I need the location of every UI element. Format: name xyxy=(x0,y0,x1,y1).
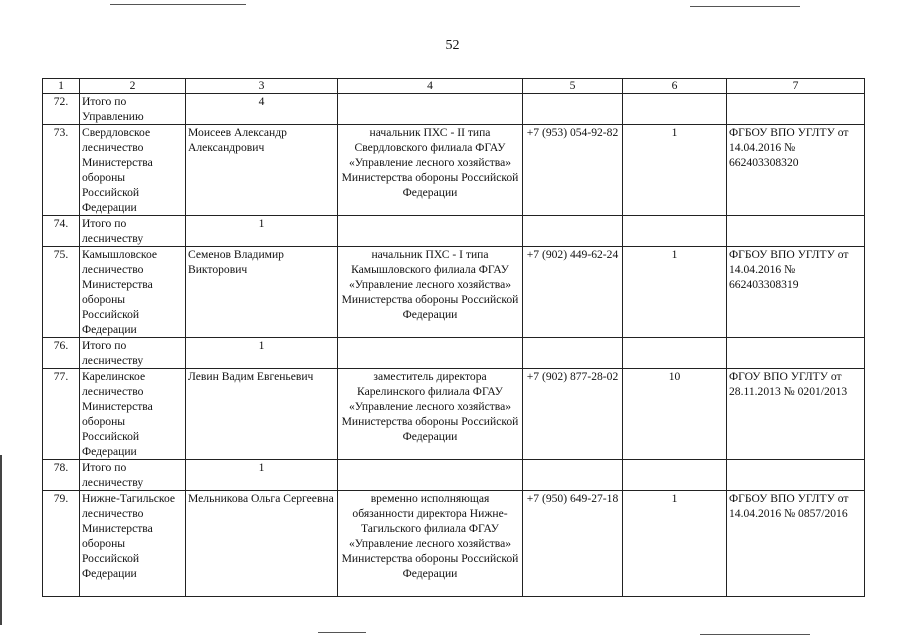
count-cell: 1 xyxy=(623,491,727,597)
table-row xyxy=(43,491,865,597)
education-cell xyxy=(727,94,865,125)
forestry-cell: Карелинское лесничество Министерства обороны Российской Федерации xyxy=(80,369,186,460)
position-cell: заместитель директора Карелинского филиала ФГАУ «Управление лесного хозяйства» Министерства обороны Российской Федерации xyxy=(338,369,523,460)
forestry-cell: Итого по лесничеству xyxy=(80,460,186,491)
scan-line-top-left xyxy=(110,4,246,5)
phone-cell xyxy=(523,460,623,491)
phone-cell: +7 (953) 054-92-82 xyxy=(523,125,623,216)
count-cell: 1 xyxy=(623,125,727,216)
education-cell xyxy=(727,460,865,491)
scan-line-bottom-left xyxy=(318,632,366,633)
row-number: 72. xyxy=(43,94,80,125)
phone-cell: +7 (950) 649-27-18 xyxy=(523,491,623,597)
column-header: 1 xyxy=(43,79,80,94)
column-header: 4 xyxy=(338,79,523,94)
phone-cell: +7 (902) 449-62-24 xyxy=(523,247,623,338)
forestry-cell: Итого по Управлению xyxy=(80,94,186,125)
position-cell: начальник ПХС - II типа Свердловского филиала ФГАУ «Управление лесного хозяйства» Министерства обороны Российской Федерации xyxy=(338,125,523,216)
education-cell: ФГБОУ ВПО УГЛТУ от 14.04.2016 № 662403308320 xyxy=(727,125,865,216)
table-row-total xyxy=(43,216,865,247)
count-cell xyxy=(623,460,727,491)
education-cell xyxy=(727,216,865,247)
column-header: 5 xyxy=(523,79,623,94)
person-cell: 4 xyxy=(186,94,338,125)
person-cell: Мельникова Ольга Сергеевна xyxy=(186,491,338,597)
person-cell: 1 xyxy=(186,460,338,491)
table-row-total xyxy=(43,460,865,491)
forestry-cell: Нижне-Тагильское лесничество Министерства обороны Российской Федерации xyxy=(80,491,186,597)
forestry-cell: Свердловское лесничество Министерства обороны Российской Федерации xyxy=(80,125,186,216)
phone-cell: +7 (902) 877-28-02 xyxy=(523,369,623,460)
row-number: 73. xyxy=(43,125,80,216)
position-cell xyxy=(338,216,523,247)
table-row xyxy=(43,125,865,216)
education-cell: ФГБОУ ВПО УГЛТУ от 14.04.2016 № 0857/2016 xyxy=(727,491,865,597)
education-cell xyxy=(727,338,865,369)
phone-cell xyxy=(523,338,623,369)
column-header: 7 xyxy=(727,79,865,94)
scan-line-bottom-right xyxy=(700,634,810,635)
column-header: 3 xyxy=(186,79,338,94)
page-number: 52 xyxy=(445,38,460,53)
education-cell: ФГБОУ ВПО УГЛТУ от 14.04.2016 № 662403308319 xyxy=(727,247,865,338)
position-cell: начальник ПХС - I типа Камышловского филиала ФГАУ «Управление лесного хозяйства» Министерства обороны Российской Федерации xyxy=(338,247,523,338)
table-row xyxy=(43,369,865,460)
person-cell: Моисеев Александр Александрович xyxy=(186,125,338,216)
column-header: 6 xyxy=(623,79,727,94)
education-cell: ФГОУ ВПО УГЛТУ от 28.11.2013 № 0201/2013 xyxy=(727,369,865,460)
phone-cell xyxy=(523,216,623,247)
position-cell xyxy=(338,94,523,125)
count-cell: 10 xyxy=(623,369,727,460)
forestry-cell: Камышловское лесничество Министерства обороны Российской Федерации xyxy=(80,247,186,338)
count-cell xyxy=(623,338,727,369)
row-number: 78. xyxy=(43,460,80,491)
person-cell: Левин Вадим Евгеньевич xyxy=(186,369,338,460)
table-header-row xyxy=(43,79,865,94)
position-cell xyxy=(338,338,523,369)
person-cell: 1 xyxy=(186,338,338,369)
scan-edge-mark xyxy=(0,455,2,625)
forestry-cell: Итого по лесничеству xyxy=(80,216,186,247)
count-cell xyxy=(623,94,727,125)
scan-line-top-right xyxy=(690,6,800,7)
row-number: 77. xyxy=(43,369,80,460)
row-number: 76. xyxy=(43,338,80,369)
person-cell: Семенов Владимир Викторович xyxy=(186,247,338,338)
position-cell: временно исполняющая обязанности директора Нижне-Тагильского филиала ФГАУ «Управление лесного хозяйства» Министерства обороны Российской Федерации xyxy=(338,491,523,597)
position-cell xyxy=(338,460,523,491)
count-cell: 1 xyxy=(623,247,727,338)
person-cell: 1 xyxy=(186,216,338,247)
document-table xyxy=(42,78,865,597)
row-number: 74. xyxy=(43,216,80,247)
row-number: 75. xyxy=(43,247,80,338)
table-row-total xyxy=(43,338,865,369)
table-row-total xyxy=(43,94,865,125)
column-header: 2 xyxy=(80,79,186,94)
phone-cell xyxy=(523,94,623,125)
forestry-cell: Итого по лесничеству xyxy=(80,338,186,369)
count-cell xyxy=(623,216,727,247)
table-row xyxy=(43,247,865,338)
row-number: 79. xyxy=(43,491,80,597)
